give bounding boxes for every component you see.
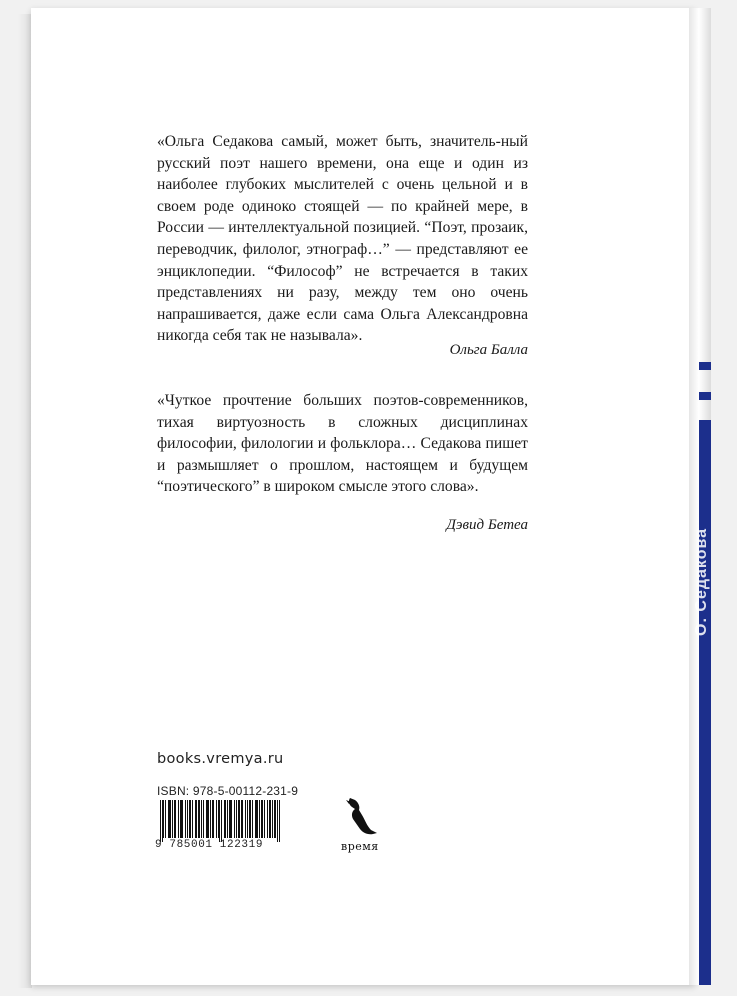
barcode-bar xyxy=(261,800,262,838)
barcode-bar xyxy=(267,800,268,838)
barcode-bar xyxy=(245,800,246,838)
barcode-bar xyxy=(270,800,271,838)
quote-1-author: Ольга Балла xyxy=(449,342,528,358)
barcode-bar xyxy=(163,800,164,838)
barcode-bar xyxy=(189,800,190,838)
barcode-bar xyxy=(264,800,265,838)
barcode-bar xyxy=(230,800,231,838)
barcode-bar xyxy=(255,800,256,838)
barcode-bar xyxy=(169,800,170,838)
book-spine xyxy=(689,8,711,985)
barcode-bar xyxy=(249,800,250,838)
barcode-bar xyxy=(238,800,239,838)
barcode-bar xyxy=(275,800,276,838)
barcode-bar xyxy=(178,800,179,838)
barcode-digits: 9 785001 122319 xyxy=(155,839,264,851)
barcode-bar xyxy=(174,800,175,838)
quote-2-text: «Чуткое прочтение больших поэтов-современников, тихая виртуозность в сложных дисциплинах философии, филологии и фольклора… Седакова пишет и размышляет о прошлом, настоящем и будущем “поэтического” в широком смысле этого слова». xyxy=(157,392,528,496)
barcode-bar xyxy=(247,800,248,838)
barcode-bar xyxy=(241,800,242,838)
barcode-bar xyxy=(210,800,211,838)
barcode-bar xyxy=(234,800,235,838)
barcode-bar xyxy=(256,800,257,838)
barcode-bar xyxy=(198,800,199,838)
publisher-logo-text: время xyxy=(341,840,379,853)
barcode-bar xyxy=(231,800,232,838)
barcode-bar xyxy=(213,800,214,838)
barcode-bar xyxy=(262,800,263,838)
barcode-bar xyxy=(224,800,225,838)
barcode-bar xyxy=(201,800,202,838)
barcode-bar xyxy=(180,800,181,838)
barcode-bar xyxy=(192,800,193,838)
barcode xyxy=(160,800,280,842)
vremya-bird-logo-icon xyxy=(340,796,380,838)
barcode-bar xyxy=(199,800,200,838)
barcode-bar xyxy=(272,800,273,838)
barcode-bar xyxy=(229,800,230,838)
barcode-bar xyxy=(236,800,237,838)
barcode-bar xyxy=(225,800,226,838)
barcode-bar xyxy=(274,800,275,838)
barcode-bar xyxy=(182,800,183,838)
isbn-label: ISBN: 978-5-00112-231-9 xyxy=(157,784,299,798)
barcode-bar xyxy=(160,800,161,842)
barcode-bar xyxy=(239,800,240,838)
barcode-bar xyxy=(227,800,228,838)
barcode-bar xyxy=(259,800,260,838)
barcode-bar xyxy=(172,800,173,838)
barcode-bar xyxy=(219,800,220,842)
barcode-bar xyxy=(207,800,208,838)
barcode-bar xyxy=(196,800,197,838)
barcode-bar xyxy=(187,800,188,838)
barcode-bar xyxy=(221,800,222,842)
barcode-bar xyxy=(181,800,182,838)
barcode-bar xyxy=(257,800,258,838)
barcode-bar xyxy=(170,800,171,838)
barcode-bar xyxy=(252,800,253,838)
quote-2 xyxy=(157,390,528,498)
barcode-bar xyxy=(277,800,278,842)
barcode-bar xyxy=(216,800,217,838)
spine-band xyxy=(699,420,711,985)
barcode-bar xyxy=(208,800,209,838)
cover-shadow xyxy=(18,14,32,988)
barcode-bar xyxy=(162,800,163,842)
barcode-bar xyxy=(190,800,191,838)
barcode-bar xyxy=(195,800,196,838)
barcode-bar xyxy=(206,800,207,838)
quote-2-author: Дэвид Бетеа xyxy=(446,517,528,533)
barcode-bar xyxy=(165,800,166,838)
barcode-bar xyxy=(269,800,270,838)
barcode-bar xyxy=(212,800,213,838)
spine-title: О. Седакова xyxy=(693,528,710,636)
barcode-bar xyxy=(218,800,219,838)
publisher-website: books.vremya.ru xyxy=(157,751,284,767)
barcode-bar xyxy=(279,800,280,842)
spine-stripe xyxy=(699,392,711,400)
barcode-bar xyxy=(250,800,251,838)
spine-stripe xyxy=(699,362,711,370)
barcode-bar xyxy=(185,800,186,838)
barcode-bar xyxy=(203,800,204,838)
barcode-bar xyxy=(175,800,176,838)
barcode-bar xyxy=(242,800,243,838)
quote-1-text: «Ольга Седакова самый, может быть, значитель-ный русский поэт нашего времени, она еще и один из наиболее глубоких мыслителей с очень цельной и в своем роде одиноко стоящей — по крайней мере, в России — интеллектуальной позицией. “Поэт, прозаик, переводчик, филолог, этнограф…” — представляют ее энциклопедии. “Философ” не встречается в таких представлениях ни разу, между тем оно очень напрашивается, даже если сама Ольга Александровна никогда себя так не называла». xyxy=(157,133,528,345)
quote-1 xyxy=(157,131,528,347)
barcode-bar xyxy=(168,800,169,838)
